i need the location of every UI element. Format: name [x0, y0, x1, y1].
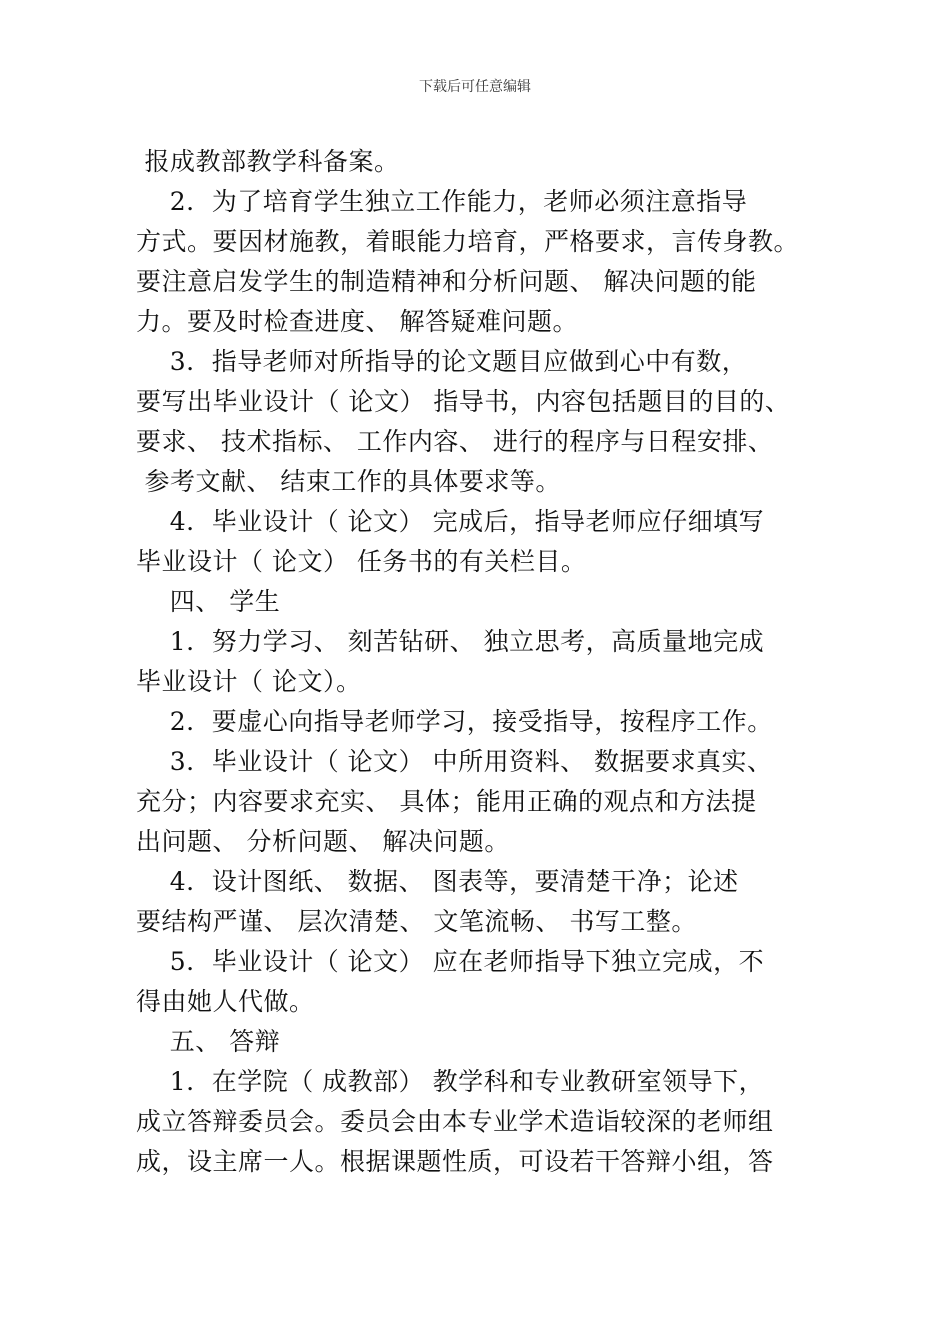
text-line: 力。要及时检查进度、 解答疑难问题。 [136, 307, 578, 336]
section-heading: 五、 答辩 [136, 1027, 281, 1056]
text-line: 3．指导老师对所指导的论文题目应做到心中有数， [136, 347, 748, 376]
text-line: 成立答辩委员会。委员会由本专业学术造诣较深的老师组 [136, 1107, 774, 1136]
text-line: 充分；内容要求充实、 具体；能用正确的观点和方法提 [136, 787, 757, 816]
section-heading: 四、 学生 [136, 587, 281, 616]
text-line: 毕业设计（ 论文） 任务书的有关栏目。 [136, 547, 587, 576]
text-line: 2．为了培育学生独立工作能力，老师必须注意指导 [136, 187, 748, 216]
text-line: 4．毕业设计（ 论文） 完成后，指导老师应仔细填写 [136, 507, 765, 536]
text-line: 4．设计图纸、 数据、 图表等，要清楚干净；论述 [136, 867, 739, 896]
text-line: 1．在学院（ 成教部） 教学科和专业教研室领导下， [136, 1067, 765, 1096]
text-line: 毕业设计（ 论文）。 [136, 667, 362, 696]
text-line: 得由她人代做。 [136, 987, 315, 1016]
text-line: 成，设主席一人。根据课题性质，可设若干答辩小组，答 [136, 1147, 774, 1176]
text-line: 5．毕业设计（ 论文） 应在老师指导下独立完成，不 [136, 947, 765, 976]
document-body [136, 142, 826, 1182]
text-line: 要结构严谨、 层次清楚、 文笔流畅、 书写工整。 [136, 907, 697, 936]
text-line: 3．毕业设计（ 论文） 中所用资料、 数据要求真实、 [136, 747, 773, 776]
text-line: 2．要虚心向指导老师学习，接受指导，按程序工作。 [136, 707, 773, 736]
text-line: 要写出毕业设计（ 论文） 指导书，内容包括题目的目的、 [136, 387, 791, 416]
text-line: 报成教部教学科备案。 [136, 147, 400, 176]
text-line: 要求、 技术指标、 工作内容、 进行的程序与日程安排、 [136, 427, 774, 456]
text-line: 参考文献、 结束工作的具体要求等。 [136, 467, 561, 496]
text-line: 1．努力学习、 刻苦钻研、 独立思考，高质量地完成 [136, 627, 765, 656]
text-line: 出问题、 分析问题、 解决问题。 [136, 827, 510, 856]
page-header: 下载后可任意编辑 [419, 79, 531, 95]
text-line: 要注意启发学生的制造精神和分析问题、 解决问题的能 [136, 267, 757, 296]
text-line: 方式。要因材施教，着眼能力培育，严格要求，言传身教。 [136, 227, 800, 256]
